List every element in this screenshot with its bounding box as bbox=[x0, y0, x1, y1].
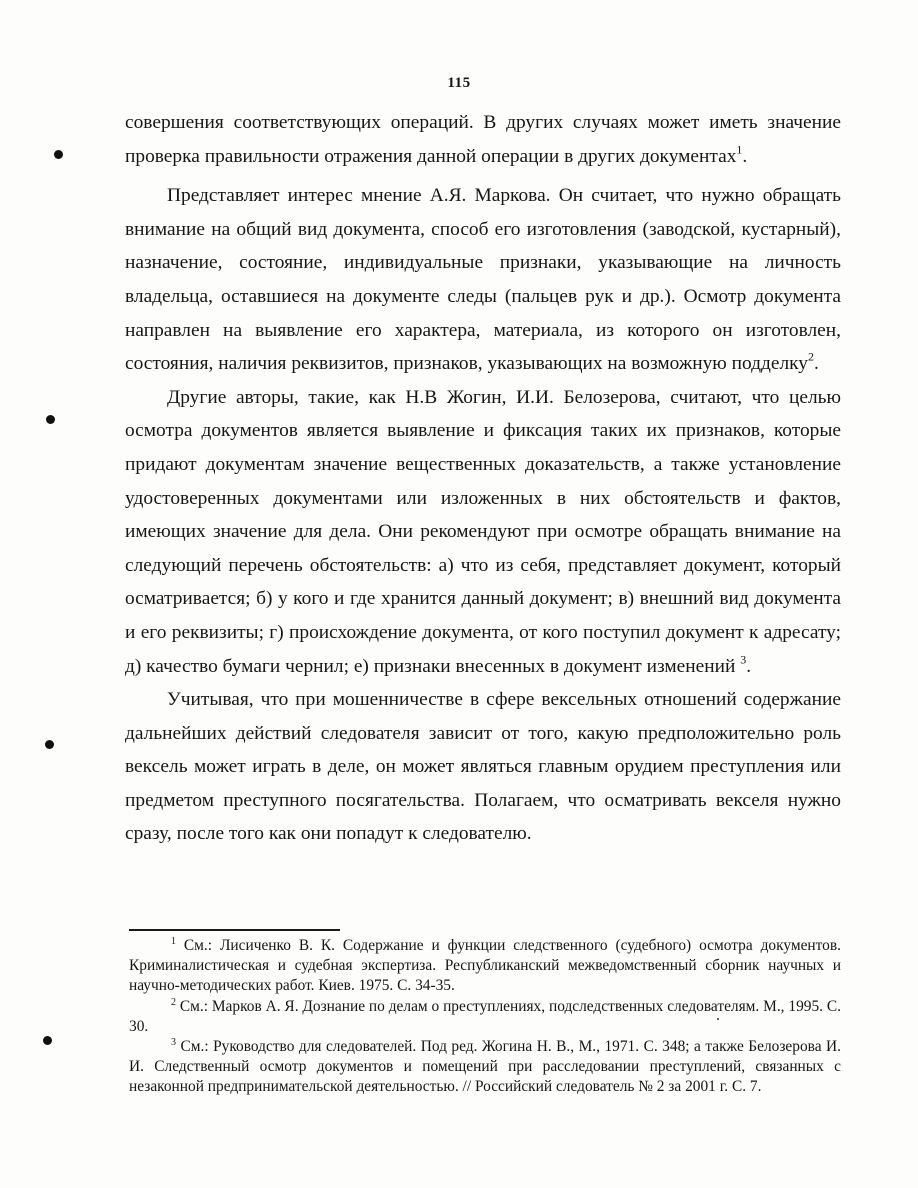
punch-hole-mark bbox=[54, 150, 63, 159]
paragraph-text: Представляет интерес мнение А.Я. Маркова. Он считает, что нужно обращать внимание на общий вид документа, способ его изготовления (заводской, кустарный), назначение, состояние, индивидуальные признаки, указывающие на личность владельца, оставшиеся на документе следы (пальцев рук и др.). Осмотр документа направлен на выявление его характера, материала, из которого он изготовлен, состояния, наличия реквизитов, признаков, указывающих на возможную подделку bbox=[125, 185, 841, 375]
paragraph-3 bbox=[125, 381, 841, 683]
paragraph-tail: . bbox=[742, 145, 748, 167]
punch-hole-mark bbox=[43, 1036, 52, 1045]
footnote-ref[interactable]: 3 bbox=[740, 652, 747, 667]
footnote-number: 1 bbox=[171, 936, 176, 947]
footnote-2 bbox=[129, 997, 841, 1037]
footnote-number: 2 bbox=[171, 996, 176, 1008]
scan-speck bbox=[717, 1018, 719, 1020]
footnote-3 bbox=[129, 1037, 841, 1098]
paragraph-4 bbox=[125, 683, 841, 851]
punch-hole-mark bbox=[45, 740, 54, 749]
footnote-ref[interactable]: 1 bbox=[736, 142, 743, 157]
paragraph-2 bbox=[125, 179, 841, 381]
paragraph-text: Учитывая, что при мошенничестве в сфере вексельных отношений содержание дальнейших действий следователя зависит от того, какую предположительно роль вексель может играть в деле, он может являться главным орудием преступления или предметом преступного посягательства. Полагаем, что осматривать векселя нужно сразу, после того как они попадут к следователю. bbox=[125, 689, 841, 845]
footnotes bbox=[129, 936, 841, 1098]
paragraph-text: совершения соответствующих операций. В других случаях может иметь значение проверка правильности отражения данной операции в других документах bbox=[125, 112, 841, 167]
footnote-number: 3 bbox=[171, 1037, 176, 1049]
footnote-text: См.: Марков А. Я. Дознание по делам о преступлениях, подследственных следователям. М., 1995. С. 30. bbox=[129, 997, 841, 1035]
page-number: 115 bbox=[447, 75, 471, 91]
paragraph-tail: . bbox=[814, 353, 819, 375]
footnote-ref[interactable]: 2 bbox=[808, 349, 815, 364]
paragraph-1 bbox=[125, 106, 841, 173]
paragraph-text: Другие авторы, такие, как Н.В Жогин, И.И. Белозерова, считают, что целью осмотра документов является выявление и фиксация таких их признаков, которые придают документам значение вещественных доказательств, а также установление удостоверенных документами или изложенных в них обстоятельств и фактов, имеющих значение для дела. Они рекомендуют при осмотре обращать внимание на следующий перечень обстоятельств: а) что из себя, представляет документ, который осматривается; б) у кого и где хранится данный документ; в) внешний вид документа и его реквизиты; г) происхождение документа, от кого поступил документ к адресату; д) качество бумаги чернил; е) признаки внесенных в документ изменений bbox=[125, 386, 841, 677]
body-text bbox=[125, 106, 841, 851]
footnote-1 bbox=[129, 936, 841, 997]
footnote-text: См.: Лисиченко В. К. Содержание и функции следственного (судебного) осмотра документов. Криминалистическая и судебная экспертиза. Республиканский межведомственный сборник научных и научно-методических работ. Киев. 1975. С. 34-35. bbox=[129, 937, 841, 995]
footnote-separator bbox=[129, 929, 340, 931]
footnote-text: См.: Руководство для следователей. Под ред. Жогина Н. В., М., 1971. С. 348; а также Белозерова И. И. Следственный осмотр документов и помещений при расследовании преступлений, связанных с незаконной предпринимательской деятельностью. // Российский следователь № 2 за 2001 г. С. 7. bbox=[129, 1038, 841, 1096]
paragraph-tail: . bbox=[746, 655, 752, 677]
punch-hole-mark bbox=[46, 415, 55, 424]
